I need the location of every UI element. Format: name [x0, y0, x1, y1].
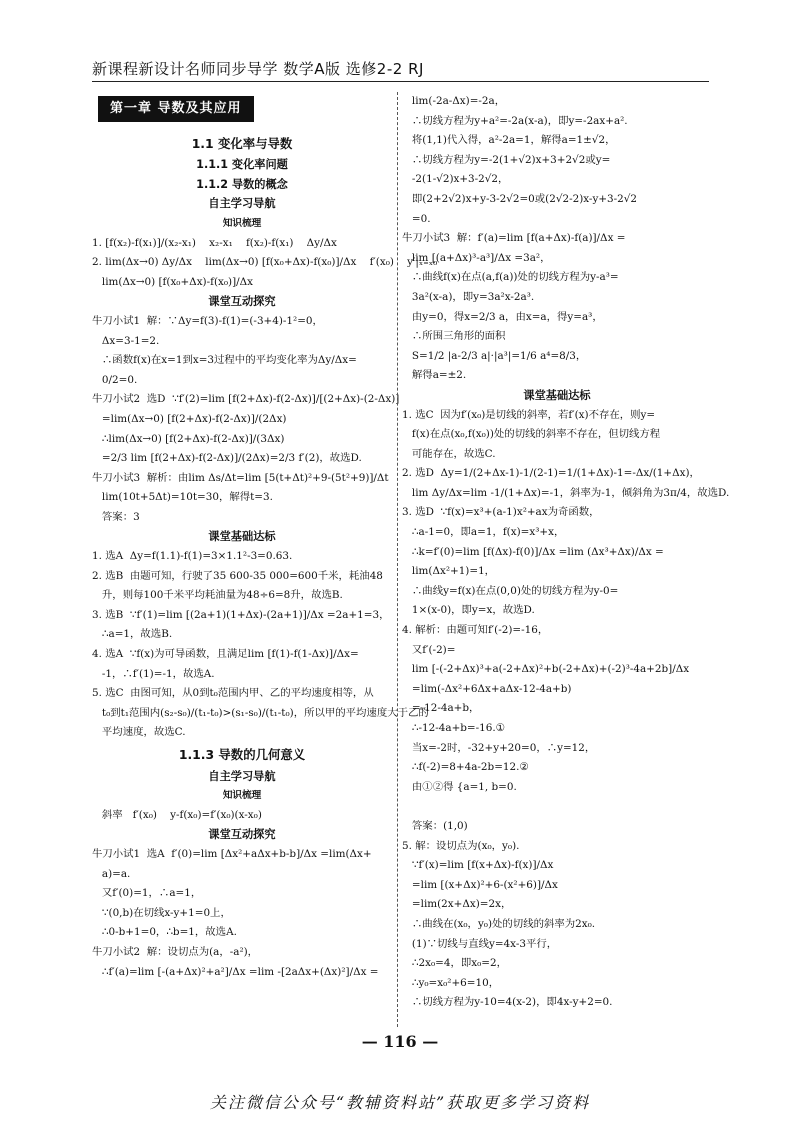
- text-line: =-12-4a+b，: [402, 702, 480, 715]
- section-heading: 知识梳理: [222, 790, 262, 802]
- section-heading: 课堂基础达标: [523, 388, 591, 402]
- text-line: 5. 选C 由图可知，从0到t₀范围内甲、乙的平均速度相等，从: [92, 687, 374, 700]
- text-line: 3a²(x-a)，即y=3a²x-2a³.: [402, 290, 535, 303]
- text-line: ∴曲线在(x₀，y₀)处的切线的斜率为2x₀.: [402, 917, 596, 930]
- section-heading: 知识梳理: [222, 217, 262, 229]
- text-line: ∴f′(a)=lim [-(a+Δx)²+a²]/Δx =lim -[2aΔx+(Δx)²]/Δx =: [92, 965, 379, 978]
- text-line: =lim(-Δx²+6Δx+aΔx-12-4a+b): [402, 682, 572, 695]
- text-line: a)=a.: [92, 867, 131, 880]
- text-line: =lim [(x+Δx)²+6-(x²+6)]/Δx: [402, 878, 558, 891]
- text-line: ∴曲线y=f(x)在点(0,0)处的切线方程为y-0=: [402, 584, 619, 597]
- text-line: lim(-2a-Δx)=-2a，: [402, 95, 506, 107]
- text-line: 即(2+2√2)x+y-3-2√2=0或(2√2-2)x-y+3-2√2: [402, 192, 637, 205]
- text-line: lim(10t+5Δt)=10t=30，解得t=3.: [92, 491, 273, 504]
- text-line: lim [-(-2+Δx)³+a(-2+Δx)²+b(-2+Δx)+(-2)³-4a+2b]/Δx: [402, 663, 690, 676]
- text-line: 牛刀小试3 解析：由lim Δs/Δt=lim [5(t+Δt)²+9-(5t²+9)]/Δt: [92, 471, 389, 484]
- text-line: ∴函数f(x)在x=1到x=3过程中的平均变化率为Δy/Δx=: [92, 354, 357, 367]
- page-number: — 116 —: [361, 1032, 439, 1051]
- section-heading: 1.1 变化率与导数: [191, 135, 293, 151]
- text-line: lim [(a+Δx)³-a³]/Δx =3a²，: [402, 251, 551, 264]
- text-line: 由①②得 {a=1, b=0.: [402, 780, 517, 793]
- text-line: lim Δy/Δx=lim -1/(1+Δx)=-1，斜率为-1，倾斜角为3π/4，故选D.: [402, 486, 730, 499]
- text-line: 1. 选C 因为f′(x₀)是切线的斜率，若f′(x)不存在，则y=: [402, 408, 656, 421]
- text-line: 答案：(1,0): [402, 819, 468, 832]
- text-line: 牛刀小试1 选A f′(0)=lim [Δx²+aΔx+b-b]/Δx =lim(Δx+: [92, 847, 372, 860]
- text-line: ∴曲线f(x)在点(a,f(a))处的切线方程为y-a³=: [402, 271, 619, 284]
- text-line: lim(Δx→0) [f(x₀+Δx)-f(x₀)]/Δx: [92, 275, 254, 288]
- text-line: ∴-12-4a+b=-16.①: [402, 722, 505, 734]
- text-line: 2. 选B 由题可知，行驶了35 600-35 000=600千米，耗油48: [92, 569, 383, 582]
- section-heading: 自主学习导航: [208, 769, 276, 783]
- column-divider: [397, 92, 398, 1027]
- text-line: 解得a=±2.: [402, 369, 467, 382]
- text-line: 升，则每100千米平均耗油量为48÷6=8升，故选B.: [92, 589, 343, 602]
- text-line: 4. 解析：由题可知f′(-2)=-16，: [402, 624, 549, 637]
- header-rule: [92, 81, 709, 82]
- text-line: 当x=-2时，-32+y+20=0，∴y=12，: [402, 741, 596, 754]
- text-line: ∴切线方程为y=-2(1+√2)x+3+2√2或y=: [402, 153, 611, 166]
- text-line: S=1/2 |a-2/3 a|·|a³|=1/6 a⁴=8/3，: [402, 349, 587, 362]
- text-line: ∴切线方程为y+a²=-2a(x-a)，即y=-2ax+a².: [402, 114, 628, 127]
- text-line: 由y=0，得x=2/3 a，由x=a，得y=a³，: [402, 310, 603, 323]
- text-line: -2(1-√2)x+3-2√2，: [402, 173, 509, 186]
- text-line: ∴lim(Δx→0) [f(2+Δx)-f(2-Δx)]/(3Δx): [92, 432, 285, 445]
- text-line: 5. 解：设切点为(x₀，y₀).: [402, 839, 520, 852]
- text-line: =lim(Δx→0) [f(2+Δx)-f(2-Δx)]/(2Δx): [92, 412, 287, 425]
- page-header: 新课程新设计名师同步导学 数学A版 选修2-2 RJ: [92, 60, 424, 78]
- text-line: 又f′(-2)=: [402, 643, 456, 656]
- text-line: lim(Δx²+1)=1，: [402, 565, 496, 578]
- text-line: ∴0-b+1=0，∴b=1，故选A.: [92, 926, 237, 939]
- text-line: ∴f(-2)=8+4a-2b=12.②: [402, 761, 529, 774]
- text-line: ∴所围三角形的面积: [402, 330, 506, 343]
- text-line: ∴2x₀=4，即x₀=2，: [402, 957, 507, 970]
- text-line: 牛刀小试3 解：f′(a)=lim [f(a+Δx)-f(a)]/Δx =: [402, 232, 626, 245]
- text-line: (1)∵切线与直线y=4x-3平行，: [402, 937, 558, 950]
- text-line: 牛刀小试2 解：设切点为(a，-a²)，: [92, 945, 259, 958]
- text-line: 4. 选A ∵f(x)为可导函数，且满足lim [f(1)-f(1-Δx)]/Δx=: [92, 648, 359, 661]
- text-line: ∴y₀=x₀²+6=10，: [402, 976, 500, 989]
- text-line: 1. [f(x₂)-f(x₁)]/(x₂-x₁) x₂-x₁ f(x₂)-f(x₁) Δy/Δx: [92, 236, 337, 249]
- text-line: 2. lim(Δx→0) Δy/Δx lim(Δx→0) [f(x₀+Δx)-f(x₀)]/Δx f′(x₀) y′|ₓ₌ₓ₀: [92, 256, 438, 269]
- text-line: ∴a-1=0，即a=1，f(x)=x³+x，: [402, 526, 565, 539]
- text-line: 3. 选D ∵f(x)=x³+(a-1)x²+ax为奇函数，: [402, 506, 600, 519]
- chapter-title: 第一章 导数及其应用: [98, 96, 254, 122]
- section-heading: 课堂互动探究: [208, 295, 276, 309]
- section-heading: 1.1.2 导数的概念: [196, 177, 288, 191]
- text-line: Δx=3-1=2.: [92, 334, 160, 347]
- text-line: t₀到t₁范围内(s₂-s₀)/(t₁-t₀)>(s₁-s₀)/(t₁-t₀)，所以甲的平均速度大于乙的: [92, 706, 429, 719]
- text-line: 斜率 f′(x₀) y-f(x₀)=f′(x₀)(x-x₀): [92, 808, 262, 821]
- text-line: =2/3 lim [f(2+Δx)-f(2-Δx)]/(2Δx)=2/3 f′(2)，故选D.: [92, 452, 362, 465]
- section-heading: 课堂互动探究: [208, 828, 276, 842]
- text-line: 2. 选D Δy=1/(2+Δx-1)-1/(2-1)=1/(1+Δx)-1=-Δx/(1+Δx)，: [402, 467, 700, 480]
- text-line: [402, 797, 712, 817]
- text-line: 答案：3: [92, 510, 140, 523]
- text-line: 平均速度，故选C.: [92, 726, 186, 739]
- text-line: f(x)在点(x₀,f(x₀))处的切线的斜率不存在，但切线方程: [402, 428, 661, 441]
- text-line: ∵(0,b)在切线x-y+1=0上，: [92, 906, 231, 919]
- right-body: [402, 92, 730, 1013]
- text-line: ∴a=1，故选B.: [92, 628, 173, 641]
- text-line: =lim(2x+Δx)=2x，: [402, 898, 512, 911]
- section-heading: 课堂基础达标: [208, 530, 276, 544]
- text-line: ∴切线方程为y-10=4(x-2)，即4x-y+2=0.: [402, 996, 613, 1009]
- text-line: 0/2=0.: [92, 373, 138, 386]
- text-line: 将(1,1)代入得，a²-2a=1，解得a=1±√2，: [402, 134, 616, 147]
- text-line: ∵f′(x)=lim [f(x+Δx)-f(x)]/Δx: [402, 859, 554, 872]
- text-line: 1. 选A Δy=f(1.1)-f(1)=3×1.1²-3=0.63.: [92, 550, 293, 563]
- text-line: 1×(x-0)，即y=x，故选D.: [402, 604, 535, 617]
- text-line: 又f′(0)=1，∴a=1，: [92, 887, 202, 900]
- section-heading: 1.1.1 变化率问题: [196, 158, 288, 172]
- right-column: [402, 92, 730, 1013]
- section-heading: 自主学习导航: [208, 197, 276, 211]
- text-line: 可能存在，故选C.: [402, 447, 496, 460]
- text-line: 牛刀小试2 选D ∵f′(2)=lim [f(2+Δx)-f(2-Δx)]/[(2+Δx)-(2-Δx)]: [92, 393, 400, 406]
- text-line: 牛刀小试1 解：∵Δy=f(3)-f(1)=(-3+4)-1²=0，: [92, 314, 323, 327]
- text-line: 3. 选B ∵f′(1)=lim [(2a+1)(1+Δx)-(2a+1)]/Δx =2a+1=3，: [92, 608, 390, 621]
- text-line: =0.: [402, 212, 431, 225]
- footer-note: 关注微信公众号“教辅资料站”获取更多学习资料: [209, 1093, 591, 1112]
- section-heading: 1.1.3 导数的几何意义: [178, 747, 306, 762]
- text-line: -1，∴f′(1)=-1，故选A.: [92, 667, 215, 680]
- text-line: ∴k=f′(0)=lim [f(Δx)-f(0)]/Δx =lim (Δx³+Δx)/Δx =: [402, 545, 664, 558]
